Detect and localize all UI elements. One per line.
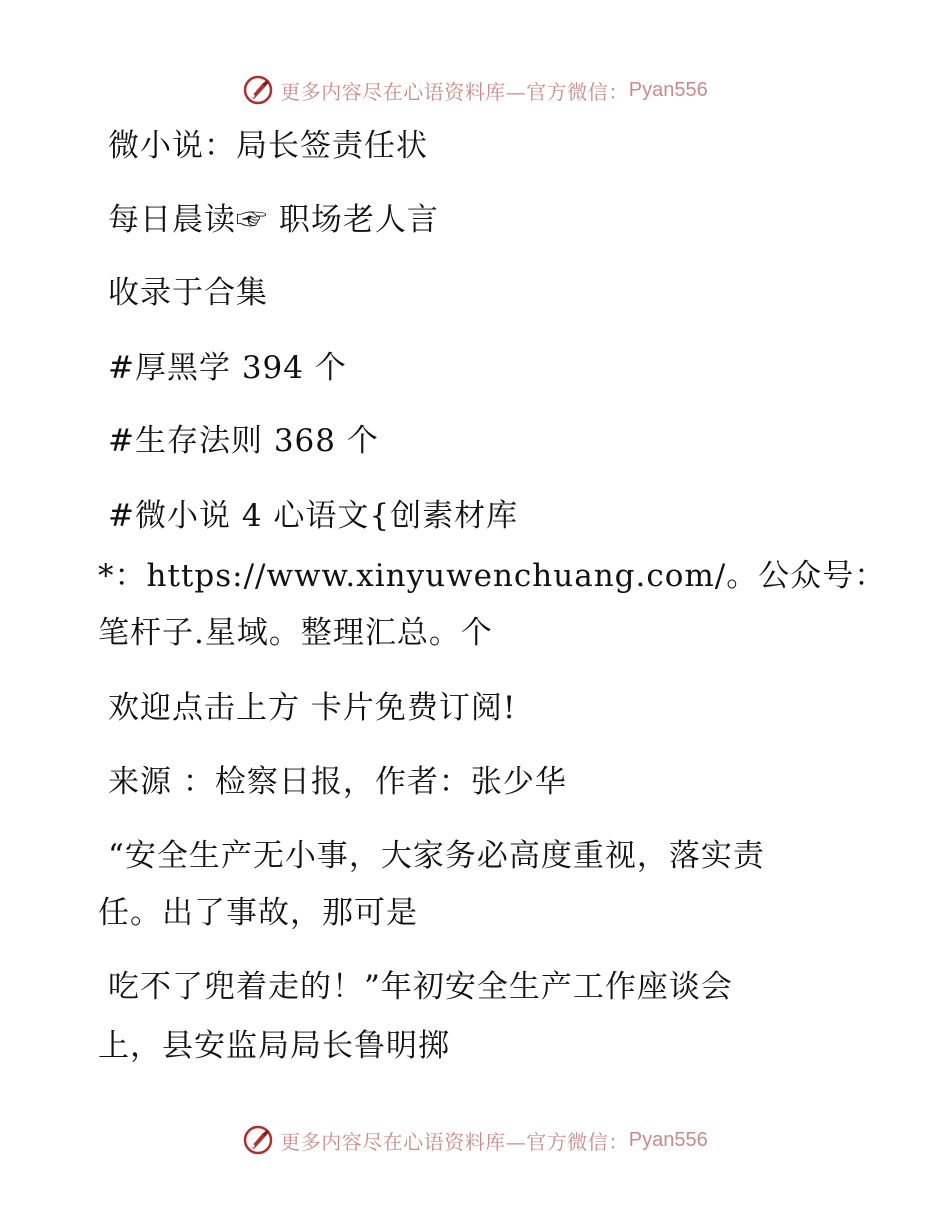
doc-paragraph-2a: 吃不了兜着走的！”年初安全生产工作座谈会 xyxy=(108,969,733,1005)
pen-nib-logo-icon xyxy=(242,74,274,106)
pen-nib-logo-icon xyxy=(242,1124,274,1156)
doc-line-morning-read: 每日晨读☞ 职场老人言 xyxy=(108,202,439,238)
header-banner-text: 更多内容尽在心语资料库—官方微信： xyxy=(280,79,629,104)
doc-paragraph-1b: 任。出了事故，那可是 xyxy=(98,895,418,931)
doc-tag-shengcunfaze: #生存法则 368 个 xyxy=(108,423,379,459)
footer-banner-id: Pyan556 xyxy=(628,1128,708,1151)
footer-banner xyxy=(0,1120,950,1160)
header-banner xyxy=(0,70,950,110)
doc-tag-houheixue: #厚黑学 394 个 xyxy=(108,350,347,386)
header-banner-id: Pyan556 xyxy=(628,78,708,101)
doc-line-subscribe: 欢迎点击上方 卡片免费订阅! xyxy=(108,690,517,726)
doc-paragraph-1a: “安全生产无小事，大家务必高度重视，落实责 xyxy=(108,838,765,874)
doc-line-url: *：https://www.xinyuwenchuang.com/。公众号： xyxy=(98,558,887,594)
doc-tag-weixiaoshuo: #微小说 4 心语文{创素材库 xyxy=(108,498,519,534)
doc-line-collection: 收录于合集 xyxy=(108,275,268,311)
doc-paragraph-2b: 上，县安监局局长鲁明掷 xyxy=(98,1028,450,1064)
footer-banner-text: 更多内容尽在心语资料库—官方微信： xyxy=(280,1129,629,1154)
doc-line-organizer: 笔杆子.星域。整理汇总。个 xyxy=(98,615,493,651)
doc-title: 微小说：局长签责任状 xyxy=(108,128,428,164)
doc-line-source: 来源 ：检察日报，作者：张少华 xyxy=(108,764,567,800)
